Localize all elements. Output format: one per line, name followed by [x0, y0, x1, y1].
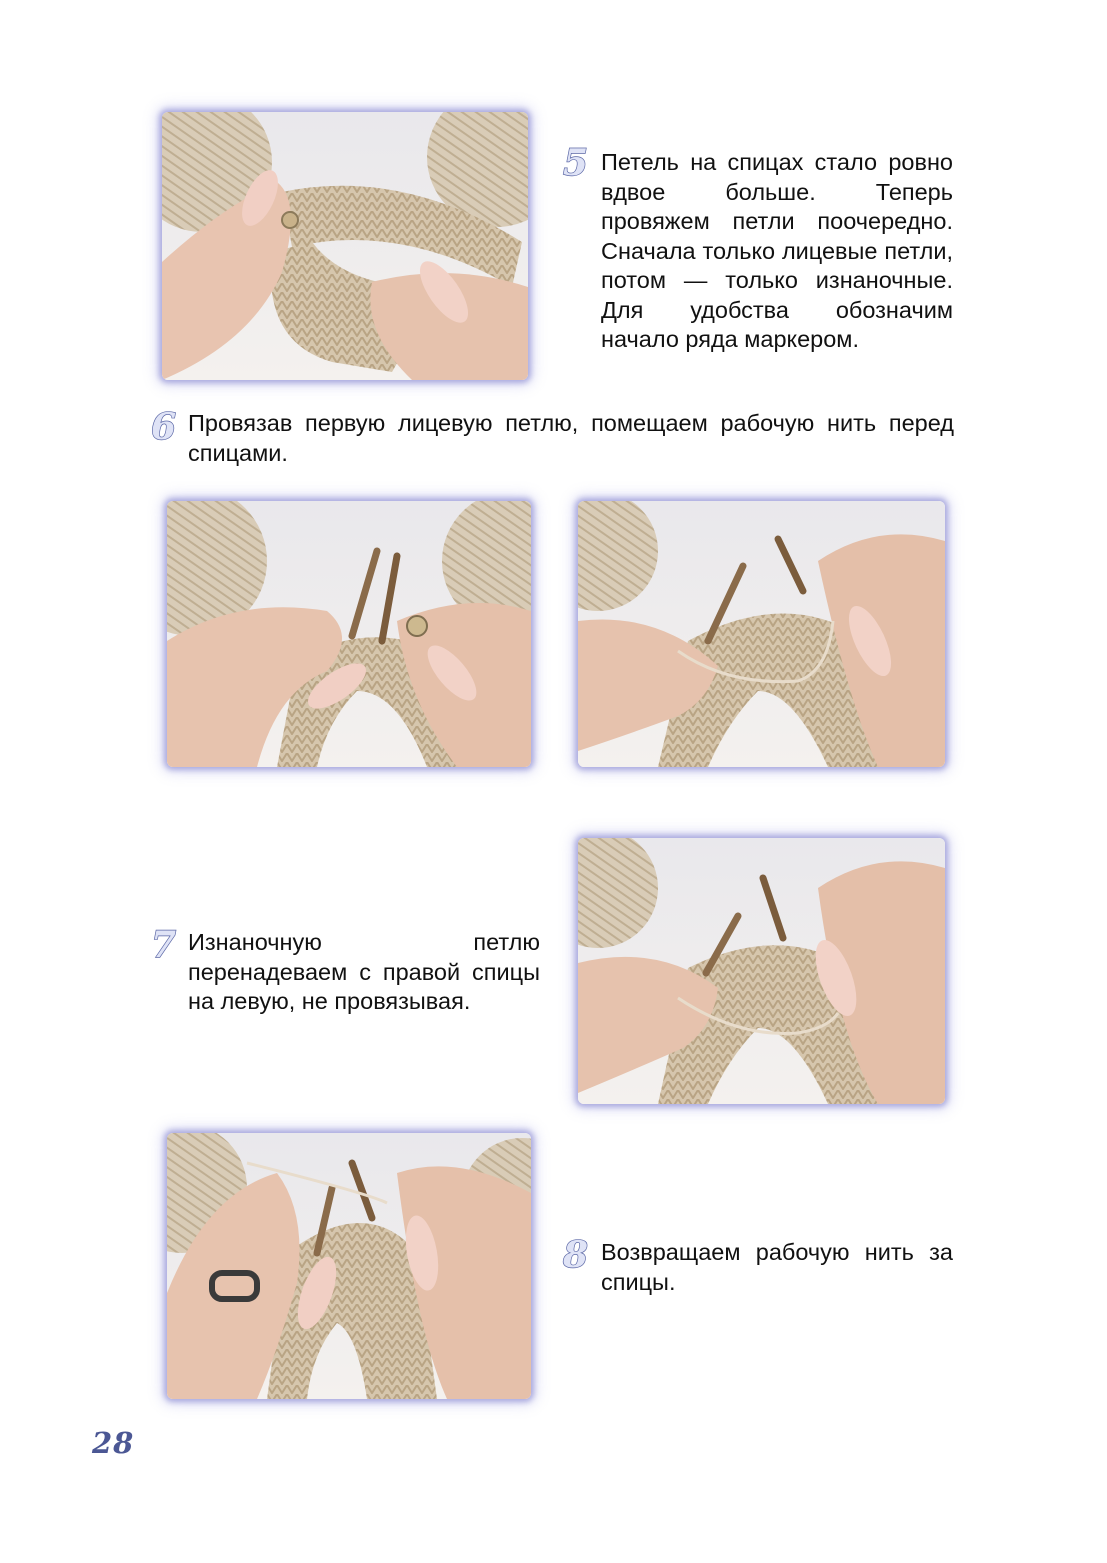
photo-step-8: [167, 1133, 531, 1399]
photo-step-7: [578, 838, 945, 1104]
step-6-number: 6: [151, 406, 177, 448]
step-8-text: Возвращаем рабочую нить за спицы.: [601, 1239, 953, 1295]
photo-step-5: [162, 112, 528, 380]
step-7-number: 7: [151, 924, 177, 966]
step-8-number: 8: [563, 1234, 589, 1276]
page-number: 28: [92, 1426, 135, 1460]
photo-step-6b: [578, 501, 945, 767]
step-7-text: Изнаночную петлю перенадеваем с правой спицы на левую, не провязывая.: [188, 929, 540, 1014]
photo-step-6a: [167, 501, 531, 767]
step-6-text: Провязав первую лицевую петлю, помещаем рабочую нить перед спицами.: [188, 410, 954, 466]
step-5-number: 5: [563, 142, 589, 184]
step-5-text: Петель на спицах стало ровно вдвое больше. Теперь провяжем петли поочередно. Сначала только лицевые петли, потом — только изнаночные. Для удобства обозначим начало ряда маркером.: [601, 149, 953, 352]
